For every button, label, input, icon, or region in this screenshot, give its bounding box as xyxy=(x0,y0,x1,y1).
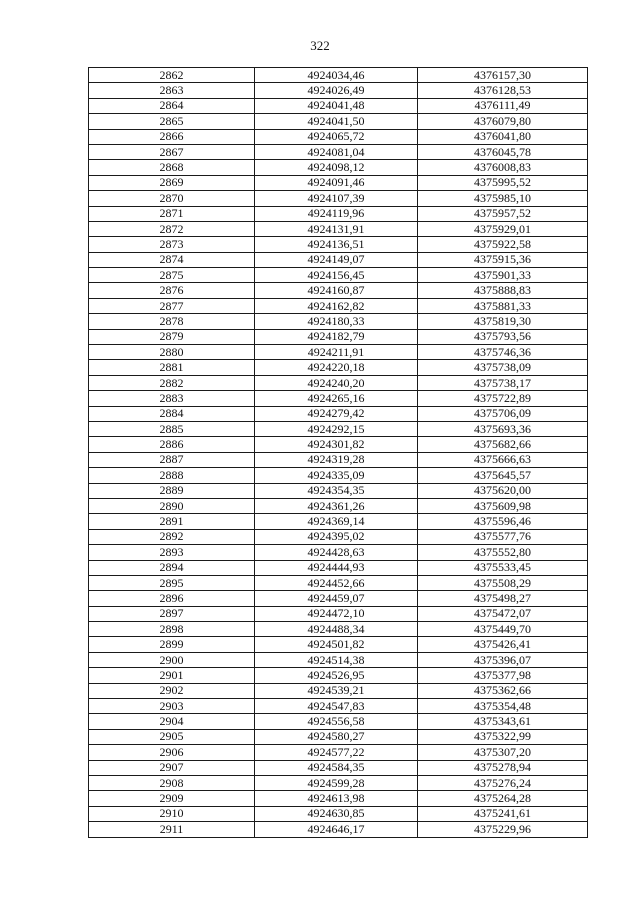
y-coordinate-cell: 4375508,29 xyxy=(418,575,588,590)
y-coordinate-cell: 4375915,36 xyxy=(418,252,588,267)
point-number-cell: 2872 xyxy=(89,221,255,236)
point-number-cell: 2863 xyxy=(89,83,255,98)
y-coordinate-cell: 4375922,58 xyxy=(418,237,588,252)
y-coordinate-cell: 4376128,53 xyxy=(418,83,588,98)
y-coordinate-cell: 4375881,33 xyxy=(418,298,588,313)
x-coordinate-cell: 4924354,35 xyxy=(255,483,418,498)
table-row xyxy=(89,452,588,467)
point-number-cell: 2897 xyxy=(89,606,255,621)
y-coordinate-cell: 4375472,07 xyxy=(418,606,588,621)
y-coordinate-cell: 4375620,00 xyxy=(418,483,588,498)
x-coordinate-cell: 4924630,85 xyxy=(255,806,418,821)
y-coordinate-cell: 4375793,56 xyxy=(418,329,588,344)
point-number-cell: 2891 xyxy=(89,514,255,529)
table-row xyxy=(89,375,588,390)
x-coordinate-cell: 4924156,45 xyxy=(255,268,418,283)
x-coordinate-cell: 4924182,79 xyxy=(255,329,418,344)
point-number-cell: 2895 xyxy=(89,575,255,590)
x-coordinate-cell: 4924444,93 xyxy=(255,560,418,575)
point-number-cell: 2908 xyxy=(89,775,255,790)
table-row xyxy=(89,622,588,637)
point-number-cell: 2892 xyxy=(89,529,255,544)
point-number-cell: 2890 xyxy=(89,498,255,513)
point-number-cell: 2879 xyxy=(89,329,255,344)
x-coordinate-cell: 4924488,34 xyxy=(255,622,418,637)
point-number-cell: 2910 xyxy=(89,806,255,821)
point-number-cell: 2866 xyxy=(89,129,255,144)
point-number-cell: 2873 xyxy=(89,237,255,252)
table-row xyxy=(89,206,588,221)
y-coordinate-cell: 4375552,80 xyxy=(418,545,588,560)
x-coordinate-cell: 4924539,21 xyxy=(255,683,418,698)
y-coordinate-cell: 4375929,01 xyxy=(418,221,588,236)
point-number-cell: 2903 xyxy=(89,699,255,714)
y-coordinate-cell: 4375241,61 xyxy=(418,806,588,821)
point-number-cell: 2904 xyxy=(89,714,255,729)
point-number-cell: 2878 xyxy=(89,314,255,329)
y-coordinate-cell: 4375343,61 xyxy=(418,714,588,729)
table-row xyxy=(89,806,588,821)
y-coordinate-cell: 4375666,63 xyxy=(418,452,588,467)
y-coordinate-cell: 4375449,70 xyxy=(418,622,588,637)
x-coordinate-cell: 4924136,51 xyxy=(255,237,418,252)
x-coordinate-cell: 4924026,49 xyxy=(255,83,418,98)
table-row xyxy=(89,745,588,760)
table-row xyxy=(89,560,588,575)
table-row xyxy=(89,252,588,267)
x-coordinate-cell: 4924240,20 xyxy=(255,375,418,390)
y-coordinate-cell: 4375362,66 xyxy=(418,683,588,698)
x-coordinate-cell: 4924265,16 xyxy=(255,391,418,406)
y-coordinate-cell: 4375957,52 xyxy=(418,206,588,221)
point-number-cell: 2898 xyxy=(89,622,255,637)
y-coordinate-cell: 4376041,80 xyxy=(418,129,588,144)
x-coordinate-cell: 4924180,33 xyxy=(255,314,418,329)
y-coordinate-cell: 4375498,27 xyxy=(418,591,588,606)
y-coordinate-cell: 4375354,48 xyxy=(418,699,588,714)
table-row xyxy=(89,668,588,683)
x-coordinate-cell: 4924041,48 xyxy=(255,98,418,113)
point-number-cell: 2883 xyxy=(89,391,255,406)
table-row xyxy=(89,114,588,129)
table-row xyxy=(89,437,588,452)
x-coordinate-cell: 4924501,82 xyxy=(255,637,418,652)
x-coordinate-cell: 4924395,02 xyxy=(255,529,418,544)
point-number-cell: 2887 xyxy=(89,452,255,467)
y-coordinate-cell: 4375722,89 xyxy=(418,391,588,406)
x-coordinate-cell: 4924577,22 xyxy=(255,745,418,760)
y-coordinate-cell: 4375819,30 xyxy=(418,314,588,329)
point-number-cell: 2870 xyxy=(89,191,255,206)
coordinates-table-body xyxy=(89,68,588,838)
table-row xyxy=(89,83,588,98)
y-coordinate-cell: 4375682,66 xyxy=(418,437,588,452)
point-number-cell: 2905 xyxy=(89,729,255,744)
point-number-cell: 2876 xyxy=(89,283,255,298)
x-coordinate-cell: 4924162,82 xyxy=(255,298,418,313)
point-number-cell: 2871 xyxy=(89,206,255,221)
table-row xyxy=(89,345,588,360)
x-coordinate-cell: 4924098,12 xyxy=(255,160,418,175)
table-row xyxy=(89,498,588,513)
table-row xyxy=(89,514,588,529)
y-coordinate-cell: 4375995,52 xyxy=(418,175,588,190)
x-coordinate-cell: 4924107,39 xyxy=(255,191,418,206)
x-coordinate-cell: 4924646,17 xyxy=(255,822,418,837)
table-row xyxy=(89,699,588,714)
x-coordinate-cell: 4924547,83 xyxy=(255,699,418,714)
point-number-cell: 2882 xyxy=(89,375,255,390)
y-coordinate-cell: 4375377,98 xyxy=(418,668,588,683)
point-number-cell: 2880 xyxy=(89,345,255,360)
point-number-cell: 2888 xyxy=(89,468,255,483)
y-coordinate-cell: 4375746,36 xyxy=(418,345,588,360)
x-coordinate-cell: 4924369,14 xyxy=(255,514,418,529)
x-coordinate-cell: 4924149,07 xyxy=(255,252,418,267)
x-coordinate-cell: 4924613,98 xyxy=(255,791,418,806)
point-number-cell: 2877 xyxy=(89,298,255,313)
x-coordinate-cell: 4924160,87 xyxy=(255,283,418,298)
table-row xyxy=(89,144,588,159)
y-coordinate-cell: 4375645,57 xyxy=(418,468,588,483)
y-coordinate-cell: 4375901,33 xyxy=(418,268,588,283)
point-number-cell: 2884 xyxy=(89,406,255,421)
y-coordinate-cell: 4375693,36 xyxy=(418,421,588,436)
table-row xyxy=(89,791,588,806)
y-coordinate-cell: 4375426,41 xyxy=(418,637,588,652)
point-number-cell: 2906 xyxy=(89,745,255,760)
x-coordinate-cell: 4924584,35 xyxy=(255,760,418,775)
y-coordinate-cell: 4376111,49 xyxy=(418,98,588,113)
x-coordinate-cell: 4924119,96 xyxy=(255,206,418,221)
x-coordinate-cell: 4924452,66 xyxy=(255,575,418,590)
point-number-cell: 2900 xyxy=(89,652,255,667)
x-coordinate-cell: 4924319,28 xyxy=(255,452,418,467)
y-coordinate-cell: 4375888,83 xyxy=(418,283,588,298)
x-coordinate-cell: 4924081,04 xyxy=(255,144,418,159)
point-number-cell: 2864 xyxy=(89,98,255,113)
point-number-cell: 2881 xyxy=(89,360,255,375)
table-row xyxy=(89,129,588,144)
table-row xyxy=(89,283,588,298)
page-number: 322 xyxy=(310,38,330,53)
table-row xyxy=(89,68,588,83)
table-row xyxy=(89,822,588,837)
point-number-cell: 2868 xyxy=(89,160,255,175)
table-row xyxy=(89,483,588,498)
x-coordinate-cell: 4924514,38 xyxy=(255,652,418,667)
point-number-cell: 2862 xyxy=(89,68,255,83)
x-coordinate-cell: 4924301,82 xyxy=(255,437,418,452)
y-coordinate-cell: 4375706,09 xyxy=(418,406,588,421)
y-coordinate-cell: 4375577,76 xyxy=(418,529,588,544)
table-row xyxy=(89,652,588,667)
y-coordinate-cell: 4375229,96 xyxy=(418,822,588,837)
point-number-cell: 2902 xyxy=(89,683,255,698)
table-row xyxy=(89,421,588,436)
x-coordinate-cell: 4924220,18 xyxy=(255,360,418,375)
point-number-cell: 2909 xyxy=(89,791,255,806)
x-coordinate-cell: 4924292,15 xyxy=(255,421,418,436)
x-coordinate-cell: 4924335,09 xyxy=(255,468,418,483)
table-row xyxy=(89,591,588,606)
y-coordinate-cell: 4375596,46 xyxy=(418,514,588,529)
table-row xyxy=(89,175,588,190)
x-coordinate-cell: 4924041,50 xyxy=(255,114,418,129)
table-row xyxy=(89,360,588,375)
table-row xyxy=(89,237,588,252)
table-row xyxy=(89,468,588,483)
point-number-cell: 2885 xyxy=(89,421,255,436)
y-coordinate-cell: 4376157,30 xyxy=(418,68,588,83)
y-coordinate-cell: 4375278,94 xyxy=(418,760,588,775)
table-row xyxy=(89,729,588,744)
x-coordinate-cell: 4924361,26 xyxy=(255,498,418,513)
y-coordinate-cell: 4375533,45 xyxy=(418,560,588,575)
table-row xyxy=(89,760,588,775)
point-number-cell: 2893 xyxy=(89,545,255,560)
x-coordinate-cell: 4924428,63 xyxy=(255,545,418,560)
x-coordinate-cell: 4924556,58 xyxy=(255,714,418,729)
table-row xyxy=(89,268,588,283)
table-row xyxy=(89,391,588,406)
x-coordinate-cell: 4924472,10 xyxy=(255,606,418,621)
point-number-cell: 2865 xyxy=(89,114,255,129)
x-coordinate-cell: 4924459,07 xyxy=(255,591,418,606)
table-row xyxy=(89,191,588,206)
table-row xyxy=(89,606,588,621)
y-coordinate-cell: 4375322,99 xyxy=(418,729,588,744)
point-number-cell: 2901 xyxy=(89,668,255,683)
table-row xyxy=(89,160,588,175)
y-coordinate-cell: 4375307,20 xyxy=(418,745,588,760)
table-row xyxy=(89,545,588,560)
x-coordinate-cell: 4924211,91 xyxy=(255,345,418,360)
x-coordinate-cell: 4924599,28 xyxy=(255,775,418,790)
point-number-cell: 2894 xyxy=(89,560,255,575)
point-number-cell: 2874 xyxy=(89,252,255,267)
y-coordinate-cell: 4375396,07 xyxy=(418,652,588,667)
y-coordinate-cell: 4375738,09 xyxy=(418,360,588,375)
y-coordinate-cell: 4375985,10 xyxy=(418,191,588,206)
point-number-cell: 2911 xyxy=(89,822,255,837)
point-number-cell: 2875 xyxy=(89,268,255,283)
table-row xyxy=(89,529,588,544)
y-coordinate-cell: 4375276,24 xyxy=(418,775,588,790)
point-number-cell: 2889 xyxy=(89,483,255,498)
y-coordinate-cell: 4376079,80 xyxy=(418,114,588,129)
x-coordinate-cell: 4924034,46 xyxy=(255,68,418,83)
coordinates-table xyxy=(88,67,588,838)
table-row xyxy=(89,683,588,698)
table-row xyxy=(89,221,588,236)
x-coordinate-cell: 4924065,72 xyxy=(255,129,418,144)
table-row xyxy=(89,575,588,590)
point-number-cell: 2907 xyxy=(89,760,255,775)
y-coordinate-cell: 4375264,28 xyxy=(418,791,588,806)
table-row xyxy=(89,714,588,729)
table-row xyxy=(89,98,588,113)
point-number-cell: 2867 xyxy=(89,144,255,159)
y-coordinate-cell: 4376008,83 xyxy=(418,160,588,175)
table-row xyxy=(89,314,588,329)
x-coordinate-cell: 4924279,42 xyxy=(255,406,418,421)
x-coordinate-cell: 4924091,46 xyxy=(255,175,418,190)
point-number-cell: 2899 xyxy=(89,637,255,652)
table-row xyxy=(89,637,588,652)
table-row xyxy=(89,329,588,344)
x-coordinate-cell: 4924580,27 xyxy=(255,729,418,744)
x-coordinate-cell: 4924526,95 xyxy=(255,668,418,683)
point-number-cell: 2886 xyxy=(89,437,255,452)
table-row xyxy=(89,406,588,421)
table-row xyxy=(89,775,588,790)
point-number-cell: 2869 xyxy=(89,175,255,190)
y-coordinate-cell: 4375609,98 xyxy=(418,498,588,513)
table-row xyxy=(89,298,588,313)
y-coordinate-cell: 4376045,78 xyxy=(418,144,588,159)
point-number-cell: 2896 xyxy=(89,591,255,606)
y-coordinate-cell: 4375738,17 xyxy=(418,375,588,390)
x-coordinate-cell: 4924131,91 xyxy=(255,221,418,236)
